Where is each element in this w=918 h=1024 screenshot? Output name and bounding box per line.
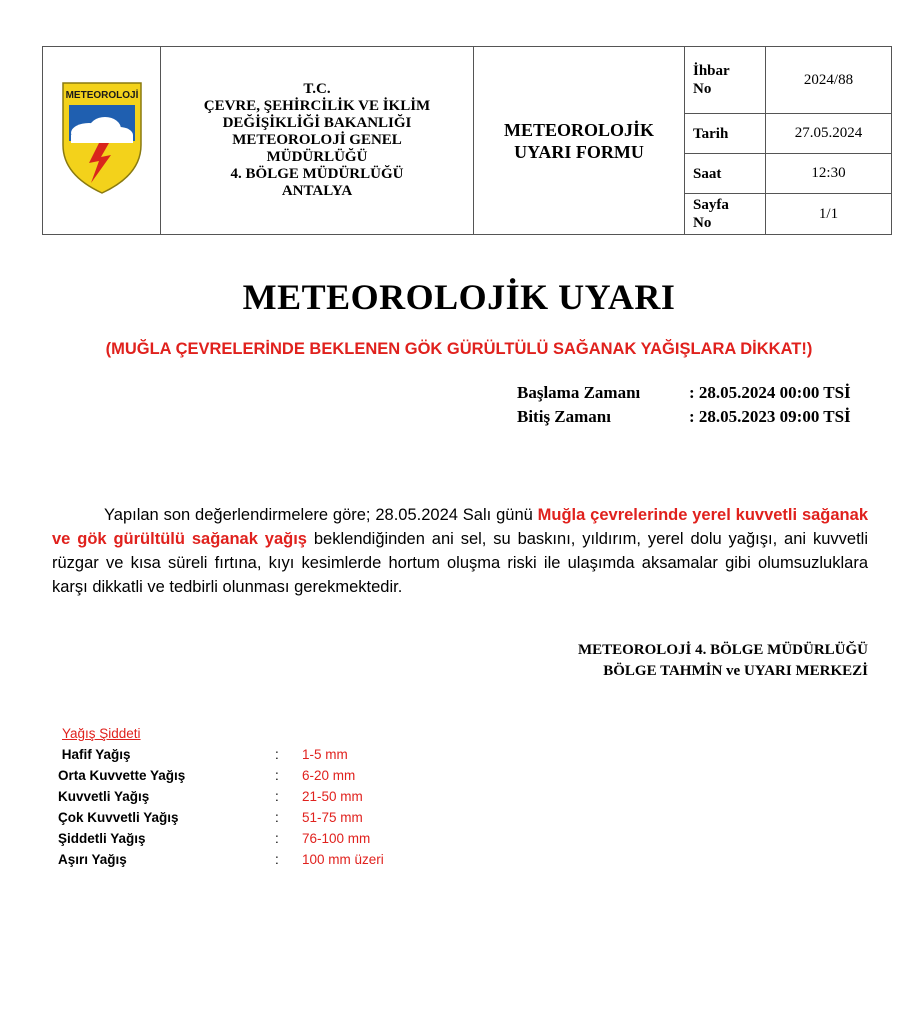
field-label-line: İhbar — [693, 63, 730, 79]
paragraph-rest: beklendiğinden ani sel, su baskını, yıldırım, yerel dolu yağışı, ani kuvvetli rüzgar ve kısa süreli fırtına, kıyı kesimlerde hortum oluşma riski ile ulaşımda aksamalar gibi olumsuzluklara karşı dikkatli ve tedbirli olunması gerekmektedir. — [52, 530, 868, 596]
org-line: ANTALYA — [281, 183, 353, 199]
legend-row-name: Aşırı Yağış — [58, 852, 127, 867]
form-title-line: UYARI FORMU — [514, 141, 644, 162]
legend-row-name: Şiddetli Yağış — [58, 831, 146, 846]
field-label-line: No — [693, 81, 712, 97]
paragraph-highlight: Muğla çevrelerinde yerel kuvvetli sağanak ve gök gürültülü sağanak yağış — [52, 506, 868, 548]
field-value-saat: 12:30 — [766, 154, 892, 194]
meteoroloji-logo — [59, 79, 145, 197]
org-line: MÜDÜRLÜĞÜ — [266, 149, 368, 165]
field-value-sayfa: 1/1 — [766, 194, 892, 235]
legend-row — [58, 849, 384, 870]
field-label-ihbar — [685, 47, 766, 114]
legend-row-value: 76-100 mm — [302, 831, 371, 846]
field-label-line: No — [693, 215, 712, 231]
legend-row-colon: : — [275, 747, 279, 762]
legend-row — [58, 786, 363, 807]
field-label-line: Tarih — [693, 125, 729, 142]
org-line: METEOROLOJİ GENEL — [232, 132, 402, 148]
organization-cell — [161, 47, 474, 235]
legend-row-value: 1-5 mm — [302, 747, 348, 762]
form-title-cell — [474, 47, 685, 235]
legend-row — [58, 765, 356, 786]
signature-line: BÖLGE TAHMİN ve UYARI MERKEZİ — [603, 663, 868, 679]
paragraph-intro: Yapılan son değerlendirmelere göre; 28.05.2024 Salı günü — [104, 506, 538, 524]
signature-line: METEOROLOJİ 4. BÖLGE MÜDÜRLÜĞÜ — [577, 642, 868, 658]
field-label-sayfa — [685, 194, 766, 235]
legend-row-colon: : — [275, 852, 279, 867]
legend-row-name: Kuvvetli Yağış — [58, 789, 150, 804]
warning-subtitle: (MUĞLA ÇEVRELERİNDE BEKLENEN GÖK GÜRÜLTÜLÜ SAĞANAK YAĞIŞLARA DİKKAT!) — [105, 340, 813, 358]
legend-row-colon: : — [275, 768, 279, 783]
signature-block — [578, 640, 868, 682]
org-line: T.C. — [303, 81, 331, 97]
legend-row-value: 100 mm üzeri — [302, 852, 384, 867]
start-time-value: : 28.05.2024 00:00 TSİ — [689, 383, 851, 402]
legend-row — [58, 807, 363, 828]
field-label-tarih — [685, 114, 766, 154]
field-label-line: Saat — [693, 165, 722, 182]
legend-row-name: Çok Kuvvetli Yağış — [58, 810, 179, 825]
legend-row-name: Orta Kuvvette Yağış — [58, 768, 186, 783]
legend-row-value: 21-50 mm — [302, 789, 363, 804]
page-title: METEOROLOJİK UYARI — [242, 277, 676, 317]
logo-text: METEOROLOJİ — [65, 90, 138, 101]
legend-row-value: 6-20 mm — [302, 768, 356, 783]
field-value-tarih: 27.05.2024 — [766, 114, 892, 154]
warning-paragraph — [52, 503, 868, 599]
org-line: DEĞİŞİKLİĞİ BAKANLIĞI — [222, 115, 412, 131]
legend-row-colon: : — [275, 789, 279, 804]
field-value-ihbar: 2024/88 — [766, 47, 892, 114]
org-line: ÇEVRE, ŞEHİRCİLİK VE İKLİM — [203, 98, 431, 114]
form-title-line: METEOROLOJİK — [503, 119, 655, 140]
start-time-label: Başlama Zamanı — [517, 383, 641, 402]
end-time-label: Bitiş Zamanı — [517, 407, 611, 426]
org-line: 4. BÖLGE MÜDÜRLÜĞÜ — [230, 166, 404, 182]
legend-row — [58, 828, 371, 849]
precipitation-legend — [58, 724, 384, 870]
legend-title: Yağış Şiddeti — [62, 726, 141, 741]
legend-row-name: Hafif Yağış — [58, 747, 131, 762]
legend-row-colon: : — [275, 810, 279, 825]
legend-row-value: 51-75 mm — [302, 810, 363, 825]
field-label-line: Sayfa — [693, 197, 729, 213]
header-table — [42, 46, 892, 235]
logo-cell — [43, 47, 161, 235]
legend-row-colon: : — [275, 831, 279, 846]
field-label-saat — [685, 154, 766, 194]
legend-row — [58, 744, 348, 765]
end-time-value: : 28.05.2023 09:00 TSİ — [689, 407, 851, 426]
